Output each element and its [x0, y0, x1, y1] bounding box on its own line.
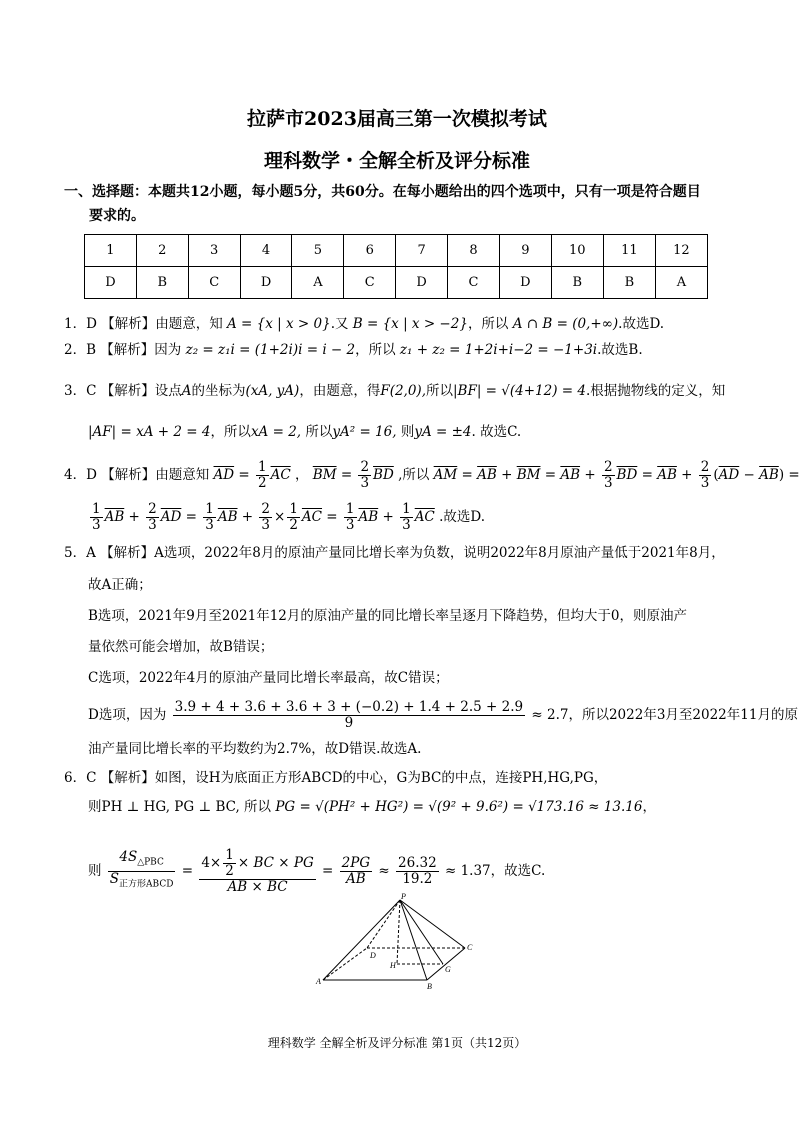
q2-expr-2: z₁ + z₂ = 1+2i+i−2 = −1+3i	[399, 342, 598, 358]
fraction: $\frac{2PG}{AB}$	[341, 855, 371, 887]
document-subtitle: 理科数学・全解全析及评分标准	[263, 150, 530, 172]
table-cell: A	[292, 267, 344, 299]
label-G: G	[445, 965, 451, 974]
table-cell: 10	[551, 235, 603, 267]
q6-approx: ≈ 1.37	[444, 863, 491, 879]
q1-head: 1．D 【解析】由题意，知	[64, 316, 223, 332]
q4-line-2: $\frac{1}{3}$ $\overline{AB}$ + $\frac{2}{3}$ $\overline{AD}$ = $\frac{1}{3}$ $\overline{AB}$ + $\frac{2}{3}$ × $\frac{1}{2}$ $\overline{AC}$ = $\frac{1}{3}$ $\overline{AB}$ + $\frac{1}{3}$ $\overline{AC}$ .故选D.	[92, 501, 486, 533]
table-cell: D	[85, 267, 137, 299]
q6-pg-calc: PG = √(PH² + HG²) = √(9² + 9.6²) = √173.16 ≈ 13.16	[275, 799, 643, 815]
section-heading	[64, 180, 744, 228]
q1-solution	[64, 314, 664, 334]
edge-PC	[400, 900, 465, 948]
q3-text: 3．C 【解析】设点	[64, 383, 182, 399]
table-cell: 5	[292, 235, 344, 267]
vector: $\overline{AC}$	[270, 467, 291, 483]
q1-set-a: A = {x | x > 0}	[227, 316, 331, 332]
section-line-1: 一、选择题：本题共12小题，每小题5分，共60分。在每小题给出的四个选项中，只有一项是符合题目	[64, 184, 701, 200]
q3-text: 所以	[305, 424, 333, 440]
q2-expr-1: z₂ = z₁i = (1+2i)i = i − 2	[185, 342, 356, 358]
q3-point-a: A	[181, 383, 192, 399]
table-cell: 2	[136, 235, 188, 267]
table-cell: A	[655, 267, 707, 299]
label-B: B	[427, 982, 432, 991]
q2-mid: ，所以	[355, 342, 396, 358]
table-cell: 3	[188, 235, 240, 267]
q6-text: ，故选C.	[490, 863, 546, 879]
table-cell: D	[396, 267, 448, 299]
fraction: $\frac{2}{3}$	[360, 459, 370, 491]
q3-text: . 故选C.	[471, 424, 522, 440]
q5-line-3: B选项，2021年9月至2021年12月的原油产量的同比增长率呈逐月下降趋势，但均大于0，则原油产	[88, 608, 687, 624]
q4-head: 4．D 【解析】由题意知	[64, 467, 210, 483]
table-cell: 12	[655, 235, 707, 267]
q5-approx: ≈ 2.7	[531, 707, 569, 723]
fraction: $\frac{26.32}{19.2}$	[398, 855, 437, 887]
vector: $\overline{BD}$	[373, 467, 394, 483]
q3-xa: xA = 2,	[250, 424, 302, 440]
q5-text: D选项，因为	[88, 707, 167, 723]
table-cell: 6	[344, 235, 396, 267]
table-cell: 11	[603, 235, 655, 267]
q1-mid2: ，所以	[467, 316, 509, 332]
q5-line-7: 油产量同比增长率的平均数约为2.7%，故D错误.故选A.	[88, 741, 422, 757]
q3-af: |AF| = xA + 2 = 4	[88, 424, 211, 440]
label-D: D	[370, 951, 376, 960]
section-line-2: 要求的。	[89, 208, 145, 224]
table-cell: 8	[448, 235, 500, 267]
q3-text: 的坐标为	[191, 383, 246, 399]
table-cell: 4	[240, 235, 292, 267]
q2-tail: .故选B.	[597, 342, 643, 358]
q4-tail: .故选D.	[439, 509, 486, 525]
edge-PA	[323, 900, 400, 980]
q5-line-4: 量依然可能会增加，故B错误；	[88, 639, 274, 655]
table-cell: D	[240, 267, 292, 299]
answer-table-number-row	[85, 235, 708, 267]
table-cell: 7	[396, 235, 448, 267]
table-cell: B	[551, 267, 603, 299]
table-cell: C	[188, 267, 240, 299]
q1-mid: .又	[330, 316, 349, 332]
table-cell: B	[603, 267, 655, 299]
fraction: 4× $\frac{1}{2}$ × BC × PG AB × BC	[201, 847, 314, 895]
label-H: H	[390, 961, 396, 970]
q3-ya: yA = ±4	[414, 424, 472, 440]
table-cell: C	[448, 267, 500, 299]
fraction: $4S_{\triangle PBC}$ $S_{正方形ABCD}$	[109, 849, 174, 890]
q4-line-1: 4．D 【解析】由题意知 $\overline{AD}$ = $\frac{1}{2}$ $\overline{AC}$ ， $\overline{BM}$ = $\frac{2}{3}$ $\overline{BD}$ ,所以 $\overline{AM} = \overline{AB} + \overline{BM} = \overline{AB}$ + $\frac{2}{3}$ $\overline{BD} = \overline{AB}$ + $\frac{2}{3}$ $(\overline{AD} - \overline{AB})$ =	[64, 459, 800, 491]
table-cell: D	[499, 267, 551, 299]
page-footer: 理科数学 全解全析及评分标准 第1页（共12页）	[267, 1036, 527, 1050]
q5-line-6	[88, 700, 798, 731]
answer-table-answer-row	[85, 267, 708, 299]
fraction-denominator: 9	[344, 715, 354, 731]
document-title: 拉萨市2023届高三第一次模拟考试	[247, 108, 547, 130]
q3-line-1	[64, 381, 725, 401]
q6-text: 则PH ⊥ HG, PG ⊥ BC, 所以	[88, 799, 272, 815]
table-cell: 1	[85, 235, 137, 267]
q3-text: .根据抛物线的定义，知	[585, 383, 726, 399]
fraction-numerator: 3.9 + 4 + 3.6 + 3.6 + 3 + (−0.2) + 1.4 + 2.5 + 2.9	[174, 699, 524, 715]
q6-text: 则	[88, 863, 102, 879]
vector: $\overline{BM}$	[312, 467, 337, 483]
q3-text: 则	[400, 424, 415, 440]
q3-text: ，由题意，得	[299, 383, 381, 399]
q3-bf: |BF| = √(4+12) = 4	[453, 383, 586, 399]
vector: $\overline{AD}$	[213, 467, 235, 483]
table-cell: C	[344, 267, 396, 299]
table-cell: 9	[499, 235, 551, 267]
q5-line-1: 5．A 【解析】A选项，2022年8月的原油产量同比增长率为负数，说明2022年8月原油产量低于2021年8月，	[64, 545, 725, 561]
q5-line-5: C选项，2022年4月的原油产量同比增长率最高，故C错误；	[88, 670, 449, 686]
q2-head: 2．B 【解析】因为	[64, 342, 182, 358]
q6-line-1: 6．C 【解析】如图，设H为底面正方形ABCD的中心，G为BC的中点，连接PH,HG,PG，	[64, 770, 608, 786]
q1-result: A ∩ B = (0,+∞)	[512, 316, 619, 332]
label-P: P	[401, 892, 406, 901]
q6-line-3: 则 $4S_{\triangle PBC}$ $S_{正方形ABCD}$ = 4× $\frac{1}{2}$ × BC × PG AB × BC = $\frac{2PG}{AB}$ ≈ $\frac{26.32}{19.2}$ ≈ 1.37，故选C.	[88, 847, 546, 895]
q6-text: ，	[642, 799, 656, 815]
q3-line-2	[88, 422, 521, 442]
edge-PG	[400, 900, 443, 964]
label-A: A	[316, 977, 321, 986]
q5-text: ，所以2022年3月至2022年11月的原	[568, 707, 798, 723]
q2-solution	[64, 340, 643, 360]
pyramid-figure	[315, 892, 495, 992]
q3-text: 所以	[426, 383, 453, 399]
q3-coords: (xA, yA)	[245, 383, 300, 399]
fraction: $\frac{1}{2}$	[258, 459, 267, 491]
answer-table	[84, 234, 708, 299]
q1-set-b: B = {x | x > −2}	[352, 316, 468, 332]
edge-PH	[397, 900, 400, 964]
fraction	[173, 700, 525, 731]
q1-tail: .故选D.	[618, 316, 665, 332]
label-C: C	[467, 943, 473, 952]
edge-PD	[367, 900, 400, 948]
q3-focus: F(2,0),	[380, 383, 426, 399]
table-cell: B	[136, 267, 188, 299]
edge-PB	[400, 900, 427, 980]
q5-line-2: 故A正确；	[88, 577, 152, 593]
q3-ya2: yA² = 16,	[332, 424, 397, 440]
q6-line-2	[88, 797, 656, 817]
edge-AD	[323, 948, 367, 980]
q3-text: ，所以	[210, 424, 251, 440]
